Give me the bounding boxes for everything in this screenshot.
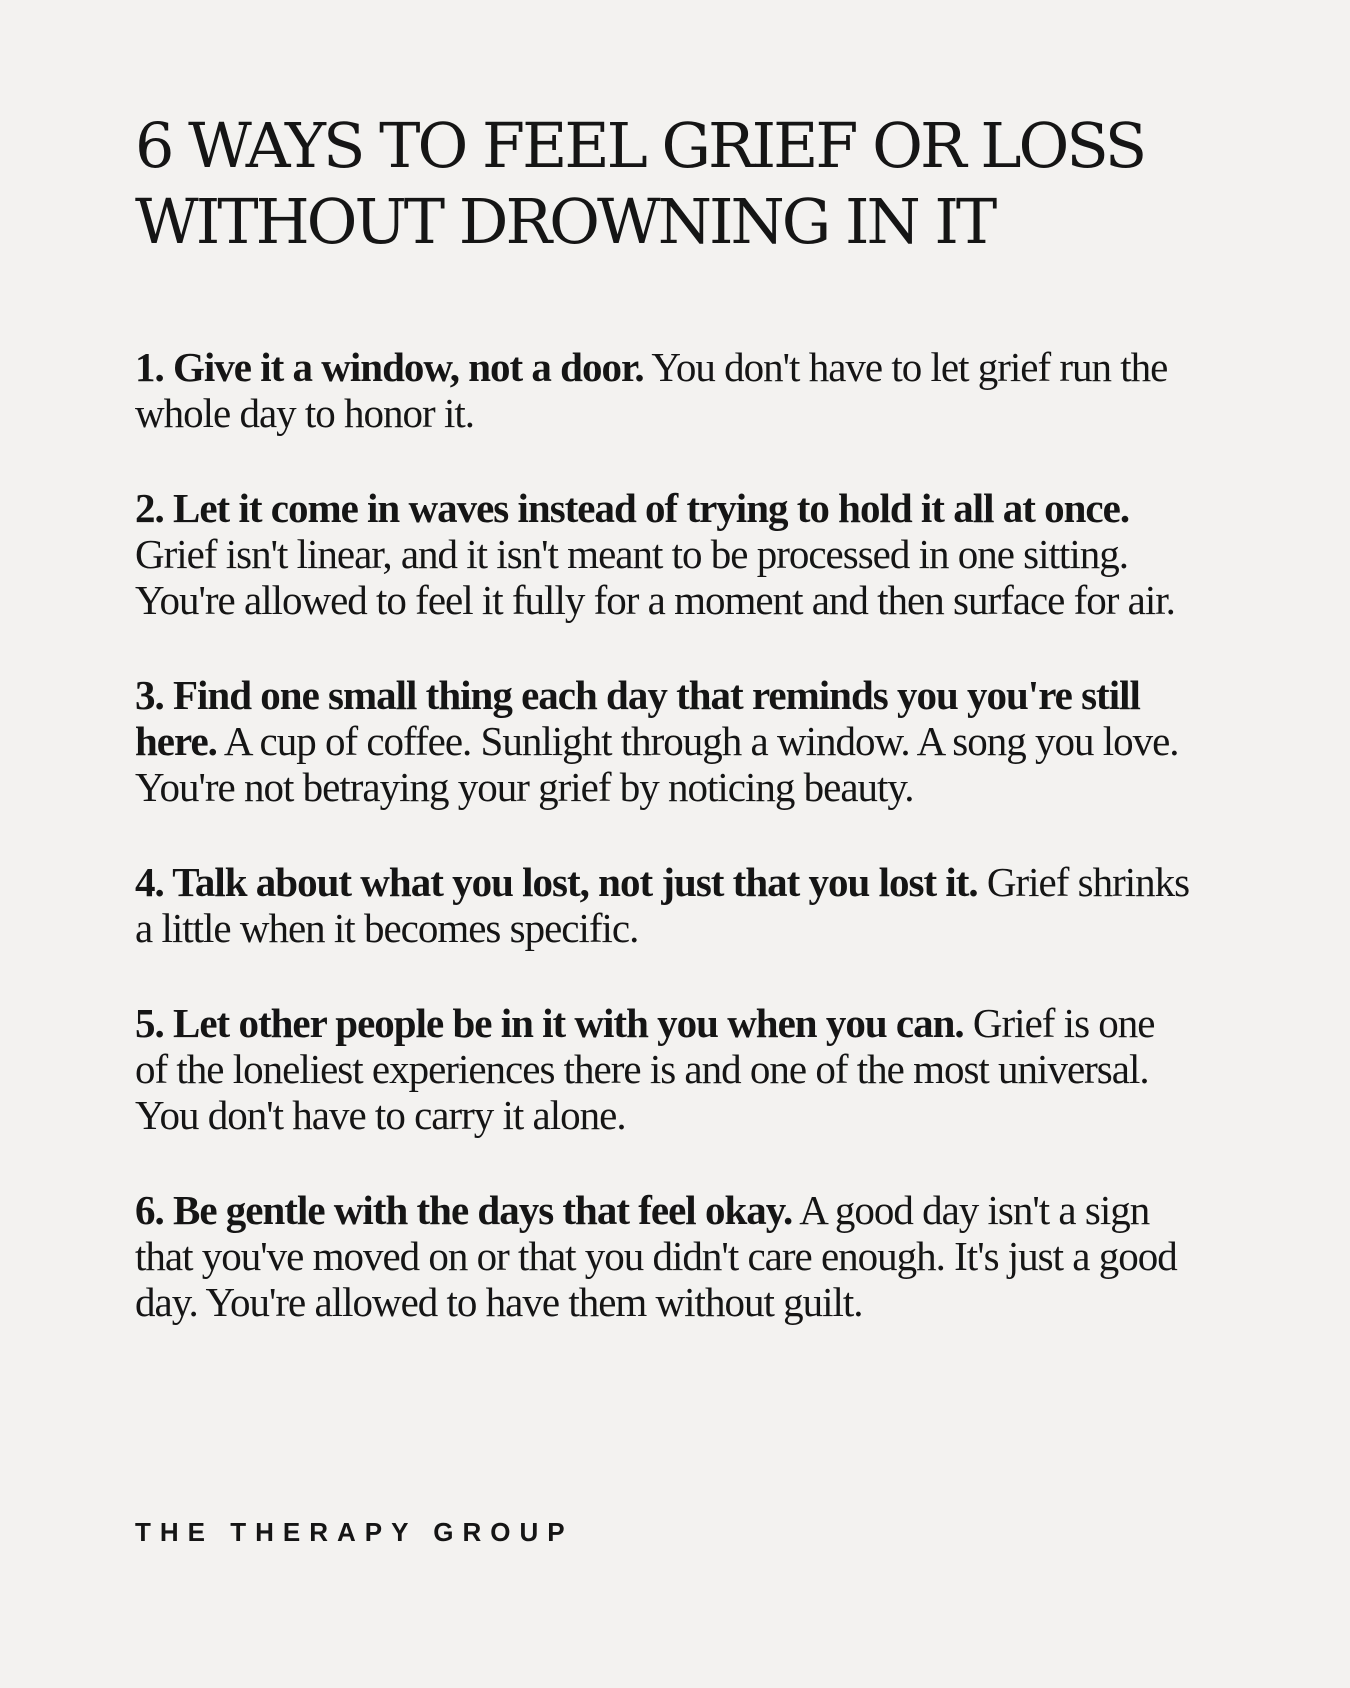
title-line-2: WITHOUT DROWNING IN IT <box>135 185 995 258</box>
tip-item-1 <box>135 344 1195 436</box>
tip-heading-text: Talk about what you lost, not just that you lost it. <box>172 859 978 905</box>
tip-heading <box>135 485 1129 531</box>
tip-number: 4. <box>135 859 164 905</box>
post-card <box>135 0 1195 1688</box>
tip-heading <box>135 1000 964 1046</box>
tip-body: A good day isn't a sign that you've moved on or that you didn't care enough. It's just a good day. You're allowed to have them without guilt. <box>135 1187 1177 1325</box>
brand-name: THE THERAPY GROUP <box>135 1517 574 1547</box>
tip-item-4 <box>135 859 1195 951</box>
tip-heading <box>135 344 644 390</box>
tip-heading-text: Find one small thing each day that reminds you you're still here. <box>135 672 1140 764</box>
page-title <box>135 108 1195 260</box>
tip-item-6 <box>135 1187 1195 1325</box>
tip-body: Grief is one of the loneliest experiences there is and one of the most universal. You don't have to carry it alone. <box>135 1000 1155 1138</box>
tip-body: A cup of coffee. Sunlight through a window. A song you love. You're not betraying your grief by noticing beauty. <box>135 718 1179 810</box>
tip-item-2 <box>135 485 1195 623</box>
tip-number: 5. <box>135 1000 164 1046</box>
tip-number: 2. <box>135 485 164 531</box>
tip-body: Grief isn't linear, and it isn't meant to be processed in one sitting. You're allowed to feel it fully for a moment and then surface for air. <box>135 531 1175 623</box>
tip-number: 3. <box>135 672 164 718</box>
tip-heading-text: Be gentle with the days that feel okay. <box>173 1187 793 1233</box>
tip-heading-text: Let other people be in it with you when you can. <box>173 1000 964 1046</box>
tip-heading-text: Give it a window, not a door. <box>173 344 644 390</box>
tip-heading-text: Let it come in waves instead of trying to hold it all at once. <box>173 485 1130 531</box>
tip-item-5 <box>135 1000 1195 1138</box>
tip-number: 1. <box>135 344 164 390</box>
tip-heading <box>135 1187 792 1233</box>
tip-body: You don't have to let grief run the whole day to honor it. <box>135 344 1168 436</box>
tip-body: Grief shrinks a little when it becomes specific. <box>135 859 1190 951</box>
tips-list <box>135 344 1195 1374</box>
tip-item-3 <box>135 672 1195 810</box>
title-line-1: 6 WAYS TO FEEL GRIEF OR LOSS <box>135 109 1145 182</box>
tip-number: 6. <box>135 1187 164 1233</box>
tip-heading <box>135 859 978 905</box>
